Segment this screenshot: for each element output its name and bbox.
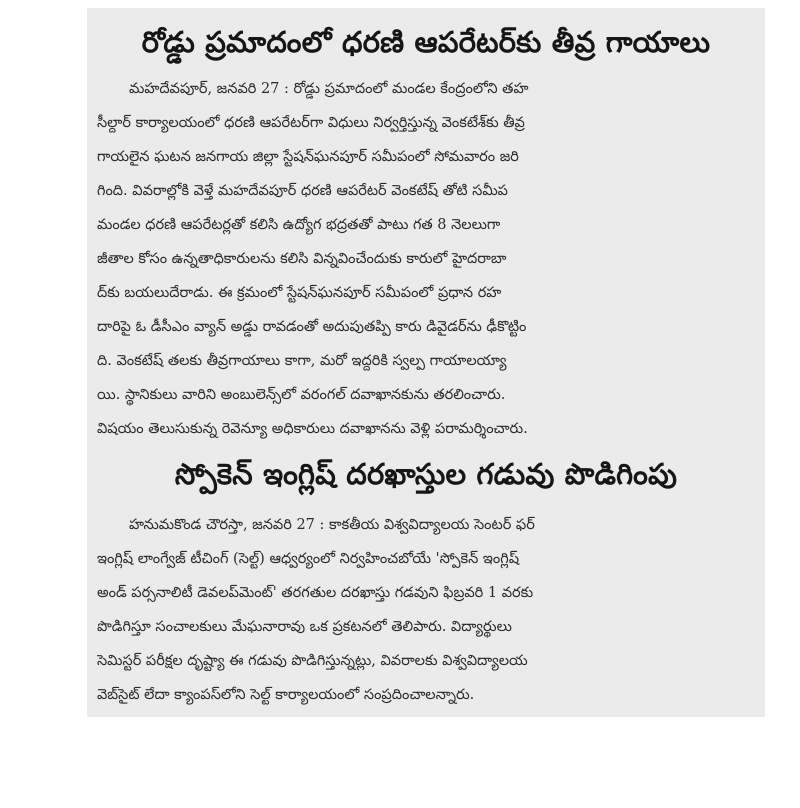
article-2-body	[97, 508, 752, 712]
article-1-line: విషయం తెలుసుకున్న రెవెన్యూ అధికారులు దవాఖానను వెళ్లి పరామర్శించారు.	[97, 421, 528, 437]
article-2-headline: స్పోకెన్ ఇంగ్లిష్ దరఖాస్తుల గడువు పొడిగింపు	[174, 457, 678, 491]
article-1-line: సీల్దార్ కార్యాలయంలో ధరణి ఆపరేటర్‌గా విధులు నిర్వర్తిస్తున్న వెంకటేశ్‌కు తీవ్ర	[97, 115, 525, 131]
article-2-line: హనుమకొండ చౌరస్తా, జనవరి 27 : కాకతీయ విశ్వవిద్యాలయ సెంటర్ ఫర్	[129, 517, 535, 533]
article-1-line: గింది. వివరాల్లోకి వెళ్తే మహదేవపూర్ ధరణి ఆపరేటర్ వెంకటేష్ తోటి సమీప	[97, 183, 508, 199]
article-1-line: యి. స్థానికులు వారిని అంబులెన్స్‌లో వరంగల్ దవాఖానకును తరలించారు.	[97, 387, 506, 403]
article-1-line: ద్‌కు బయలుదేరాడు. ఈ క్రమంలో స్టేషన్‌ఘనపూర్ సమీపంలో ప్రధాన రహ	[97, 285, 502, 301]
newspaper-clipping	[87, 8, 765, 717]
article-1-line: మహదేవపూర్, జనవరి 27 : రోడ్డు ప్రమాదంలో మండల కేంద్రంలోని తహ	[129, 81, 529, 97]
article-2-line: వెబ్‌సైట్ లేదా క్యాంపస్‌లోని సెల్ట్ కార్యాలయంలో సంప్రదించాలన్నారు.	[97, 687, 475, 703]
article-1-headline: రోడ్డు ప్రమాదంలో ధరణి ఆపరేటర్‌కు తీవ్ర గాయాలు	[141, 25, 711, 59]
article-2-line: అండ్ పర్సనాలిటీ డెవలప్‌మెంట్' తరగతుల దరఖాస్తు గడవుని ఫిబ్రవరి 1 వరకు	[97, 585, 534, 601]
article-2-line: ఇంగ్లిష్ లాంగ్వేజ్ టీచింగ్ (సెల్ట్) ఆధ్వర్యంలో నిర్వహించబోయే 'స్పోకెన్ ఇంగ్లిష్	[97, 551, 520, 567]
article-1-line: గాయలైన ఘటన జనగాయ జిల్లా స్టేషన్‌ఘనపూర్ సమీపంలో సోమవారం జరి	[97, 149, 519, 165]
article-2-line: పొడిగిస్తూ సంచాలకులు మేఘనారావు ఒక ప్రకటనలో తెలిపారు. విద్యార్థులు	[97, 619, 512, 635]
article-2-line: సెమిస్టర్ పరీక్షల దృష్ట్యా ఈ గడువు పొడిగిస్తున్నట్లు, వివరాలకు విశ్వవిద్యాలయ	[97, 653, 528, 669]
article-1-body	[97, 72, 752, 446]
article-1-line: మండల ధరణి ఆపరేటర్లతో కలిసి ఉద్యోగ భద్రతతో పాటు గత 8 నెలలుగా	[97, 217, 501, 233]
article-1-line: జీతాల కోసం ఉన్నతాధికారులను కలిసి విన్నవించేందుకు కారులో హైదరాబా	[97, 251, 507, 267]
article-1-line: దారిపై ఓ డీసీఎం వ్యాన్ అడ్డు రావడంతో అదుపుతప్పి కారు డివైడర్‌ను ఢీకొట్టిం	[97, 319, 527, 335]
article-1-line: ది. వెంకటేష్ తలకు తీవ్రగాయాలు కాగా, మరో ఇద్దరికి స్వల్ప గాయాలయ్యా	[97, 353, 507, 369]
